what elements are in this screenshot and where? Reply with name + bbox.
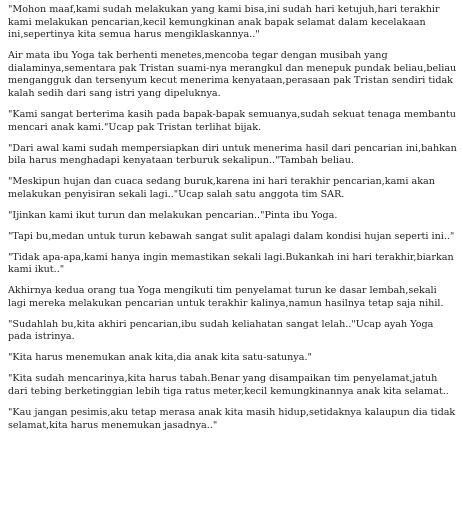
paragraph: "Dari awal kami sudah mempersiapkan diri untuk menerima hasil dari pencarian ini,bahkan bila harus menghadapi kenyataan terburuk sekalipun.."Tambah beliau. xyxy=(8,142,457,167)
paragraph: "Tidak apa-apa,kami hanya ingin memastikan sekali lagi.Bukankah ini hari terakhir,biarkan kami ikut.." xyxy=(8,251,454,276)
paragraph: Akhirnya kedua orang tua Yoga mengikuti tim penyelamat turun ke dasar lembah,sekali lagi mereka melakukan pencarian untuk terakhir kalinya,namun hasilnya tetap saja nihil. xyxy=(8,285,444,309)
paragraph: "Kami sangat berterima kasih pada bapak-bapak semuanya,sudah sekuat tenaga membantu mencari anak kami."Ucap pak Tristan terlihat bijak. xyxy=(8,108,456,133)
paragraph: "Tapi bu,medan untuk turun kebawah sangat sulit apalagi dalam kondisi hujan seperti ini.." xyxy=(8,230,455,242)
paragraph: "Mohon maaf,kami sudah melakukan yang kami bisa,ini sudah hari ketujuh,hari terakhir kami melakukan pencarian,kecil kemungkinan anak bapak selamat dalam kecelakaan ini,sepertinya kita semua harus mengiklaskannya.." xyxy=(8,4,440,41)
paragraph: "Meskipun hujan dan cuaca sedang buruk,karena ini hari terakhir pencarian,kami akan melakukan penyisiran sekali lagi.."Ucap salah satu anggota tim SAR. xyxy=(8,176,435,200)
paragraph: "Sudahlah bu,kita akhiri pencarian,ibu sudah keliahatan sangat lelah.."Ucap ayah Yoga pada istrinya. xyxy=(8,318,434,343)
paragraph: "Ijinkan kami ikut turun dan melakukan pencarian.."Pinta ibu Yoga. xyxy=(8,209,338,221)
paragraph: "Kita sudah mencarinya,kita harus tabah.Benar yang disampaikan tim penyelamat,jatuh dari tebing berketinggian lebih tiga ratus meter,kecil kemungkinannya anak kita selamat.. xyxy=(8,373,449,397)
paragraph: "Kita harus menemukan anak kita,dia anak kita satu-satunya." xyxy=(8,352,312,364)
paragraph: "Kau jangan pesimis,aku tetap merasa anak kita masih hidup,setidaknya kalaupun dia tidak selamat,kita harus menemukan jasadnya.." xyxy=(8,406,456,431)
paragraph: Air mata ibu Yoga tak berhenti menetes,mencoba tegar dengan musibah yang dialaminya,sementara pak Tristan suami-nya merangkul dan menepuk pundak beliau,beliau mengangguk dan tersenyum kecut menerima kenyataan,perasaan pak Tristan sendiri tidak kalah sedih dari sang istri yang dipeluknya. xyxy=(8,50,457,99)
